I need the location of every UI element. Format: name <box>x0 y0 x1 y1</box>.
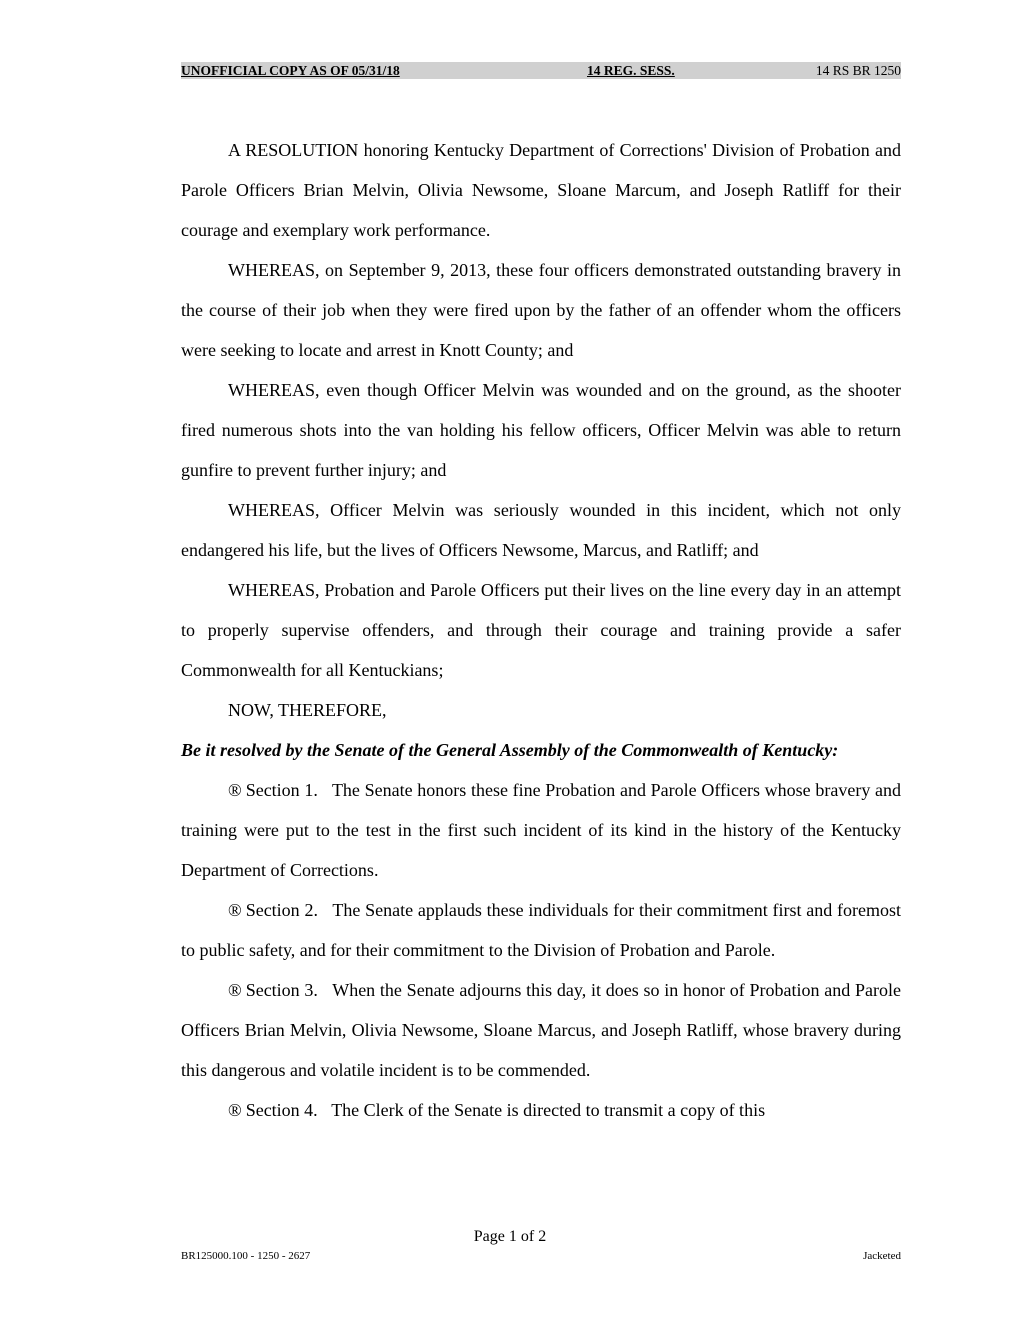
header-session: 14 REG. SESS. <box>587 63 675 78</box>
now-therefore: NOW, THEREFORE, <box>228 700 387 720</box>
footer-document-id: BR125000.100 - 1250 - 2627 <box>181 1250 311 1262</box>
document-header <box>181 62 901 79</box>
registered-mark-icon: ® <box>228 780 242 800</box>
section-2-label: Section 2. <box>245 900 318 920</box>
whereas-clause-2: WHEREAS, even though Officer Melvin was wounded and on the ground, as the shooter fired numerous shots into the van holding his fellow officers, Officer Melvin was able to return gunfire to prevent further injury; and <box>181 380 901 480</box>
page-number: Page 1 of 2 <box>473 1228 547 1245</box>
whereas-clause-4: WHEREAS, Probation and Parole Officers put their lives on the line every day in an attempt to properly supervise offenders, and through their courage and training provide a safer Commonwealth for all Kentuckians; <box>181 580 901 680</box>
section-4 <box>181 1090 901 1130</box>
whereas-clause-3: WHEREAS, Officer Melvin was seriously wounded in this incident, which not only endangered his life, but the lives of Officers Newsome, Marcus, and Ratliff; and <box>181 500 901 560</box>
resolving-clause: Be it resolved by the Senate of the General Assembly of the Commonwealth of Kentucky: <box>181 740 839 760</box>
resolution-title: A RESOLUTION honoring Kentucky Department of Corrections' Division of Probation and Parole Officers Brian Melvin, Olivia Newsome, Sloane Marcum, and Joseph Ratliff for their courage and exemplary work performance. <box>181 140 901 240</box>
whereas-clause-1: WHEREAS, on September 9, 2013, these four officers demonstrated outstanding bravery in the course of their job when they were fired upon by the father of an offender whom the officers were seeking to locate and arrest in Knott County; and <box>181 260 901 360</box>
registered-mark-icon: ® <box>228 900 242 920</box>
section-4-text: The Clerk of the Senate is directed to transmit a copy of this <box>331 1100 766 1120</box>
section-1-label: Section 1. <box>245 780 318 800</box>
section-2-text: The Senate applauds these individuals for their commitment first and foremost to public safety, and for their commitment to the Division of Probation and Parole. <box>181 900 902 960</box>
section-3 <box>181 970 901 1090</box>
registered-mark-icon: ® <box>228 1100 242 1120</box>
section-1-text: The Senate honors these fine Probation and Parole Officers whose bravery and training were put to the test in the first such incident of its kind in the history of the Kentucky Department of Corrections. <box>181 780 901 880</box>
resolution-body <box>181 130 901 1130</box>
header-unofficial-copy: UNOFFICIAL COPY AS OF 05/31/18 <box>181 63 400 78</box>
section-3-text: When the Senate adjourns this day, it does so in honor of Probation and Parole Officers Brian Melvin, Olivia Newsome, Sloane Marcus, and Joseph Ratliff, whose bravery during this dangerous and volatile incident is to be commended. <box>181 980 901 1080</box>
header-bill-request: 14 RS BR 1250 <box>815 63 901 78</box>
footer-status: Jacketed <box>863 1250 901 1262</box>
section-4-label: Section 4. <box>245 1100 318 1120</box>
section-3-label: Section 3. <box>245 980 318 1000</box>
registered-mark-icon: ® <box>228 980 242 1000</box>
section-2 <box>181 890 901 970</box>
section-1 <box>181 770 901 890</box>
